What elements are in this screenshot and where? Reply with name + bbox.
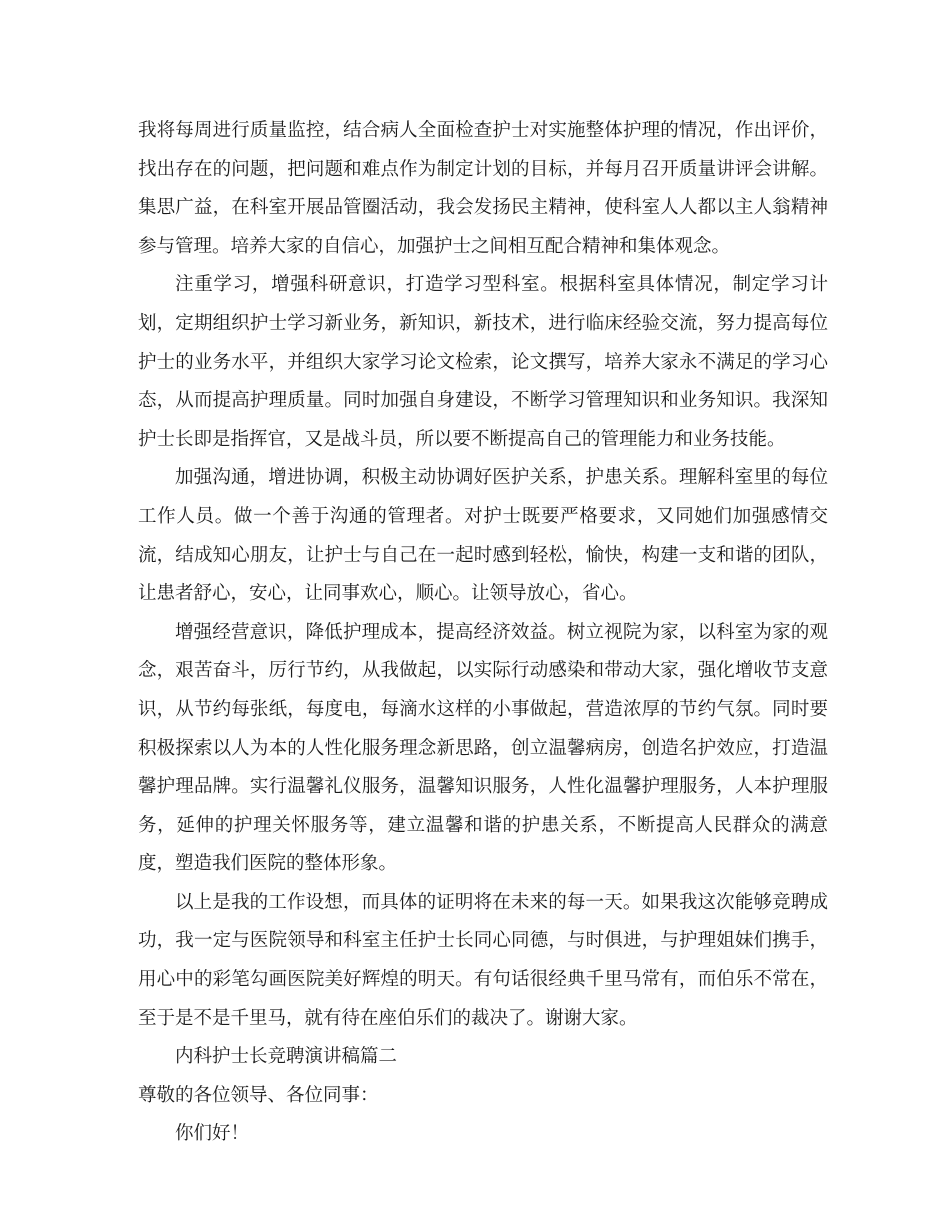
paragraph-quality-monitoring: 我将每周进行质量监控，结合病人全面检查护士对实施整体护理的情况，作出评价，找出存在的问题，把问题和难点作为制定计划的目标，并每月召开质量讲评会讲解。集思广益，在科室开展品管圈活动，我会发扬民主精神，使科室人人都以主人翁精神参与管理。培养大家的自信心，加强护士之间相互配合精神和集体观念。 <box>138 120 828 257</box>
section-title: 内科护士长竞聘演讲稿篇二 <box>175 1046 398 1068</box>
salutation: 尊敬的各位领导、各位同事： <box>138 1084 379 1106</box>
document-body <box>138 112 828 1154</box>
greeting: 你们好！ <box>175 1123 250 1145</box>
paragraph-study: 注重学习，增强科研意识，打造学习型科室。根据科室具体情况，制定学习计划，定期组织护士学习新业务，新知识，新技术，进行临床经验交流，努力提高每位护士的业务水平，并组织大家学习论文检索，论文撰写，培养大家永不满足的学习心态，从而提高护理质量。同时加强自身建设，不断学习管理知识和业务知识。我深知护士长即是指挥官，又是战斗员，所以要不断提高自己的管理能力和业务技能。 <box>138 274 828 450</box>
paragraph-communication: 加强沟通，增进协调，积极主动协调好医护关系，护患关系。理解科室里的每位工作人员。做一个善于沟通的管理者。对护士既要严格要求，又同她们加强感情交流，结成知心朋友，让护士与自己在一起时感到轻松，愉快，构建一支和谐的团队，让患者舒心，安心，让同事欢心，顺心。让领导放心，省心。 <box>138 467 828 605</box>
paragraph-conclusion: 以上是我的工作设想，而具体的证明将在未来的每一天。如果我这次能够竞聘成功，我一定与医院领导和科室主任护士长同心同德，与时俱进，与护理姐妹们携手，用心中的彩笔勾画医院美好辉煌的明天。有句话很经典千里马常有，而伯乐不常在，至于是不是千里马，就有待在座伯乐们的裁决了。谢谢大家。 <box>138 891 828 1029</box>
paragraph-management: 增强经营意识，降低护理成本，提高经济效益。树立视院为家，以科室为家的观念，艰苦奋斗，厉行节约，从我做起，以实际行动感染和带动大家，强化增收节支意识，从节约每张纸，每度电，每滴水这样的小事做起，营造浓厚的节约气氛。同时要积极探索以人为本的人性化服务理念新思路，创立温馨病房，创造名护效应，打造温馨护理品牌。实行温馨礼仪服务，温馨知识服务，人性化温馨护理服务，人本护理服务，延伸的护理关怀服务等，建立温馨和谐的护患关系，不断提高人民群众的满意度，塑造我们医院的整体形象。 <box>138 621 828 875</box>
